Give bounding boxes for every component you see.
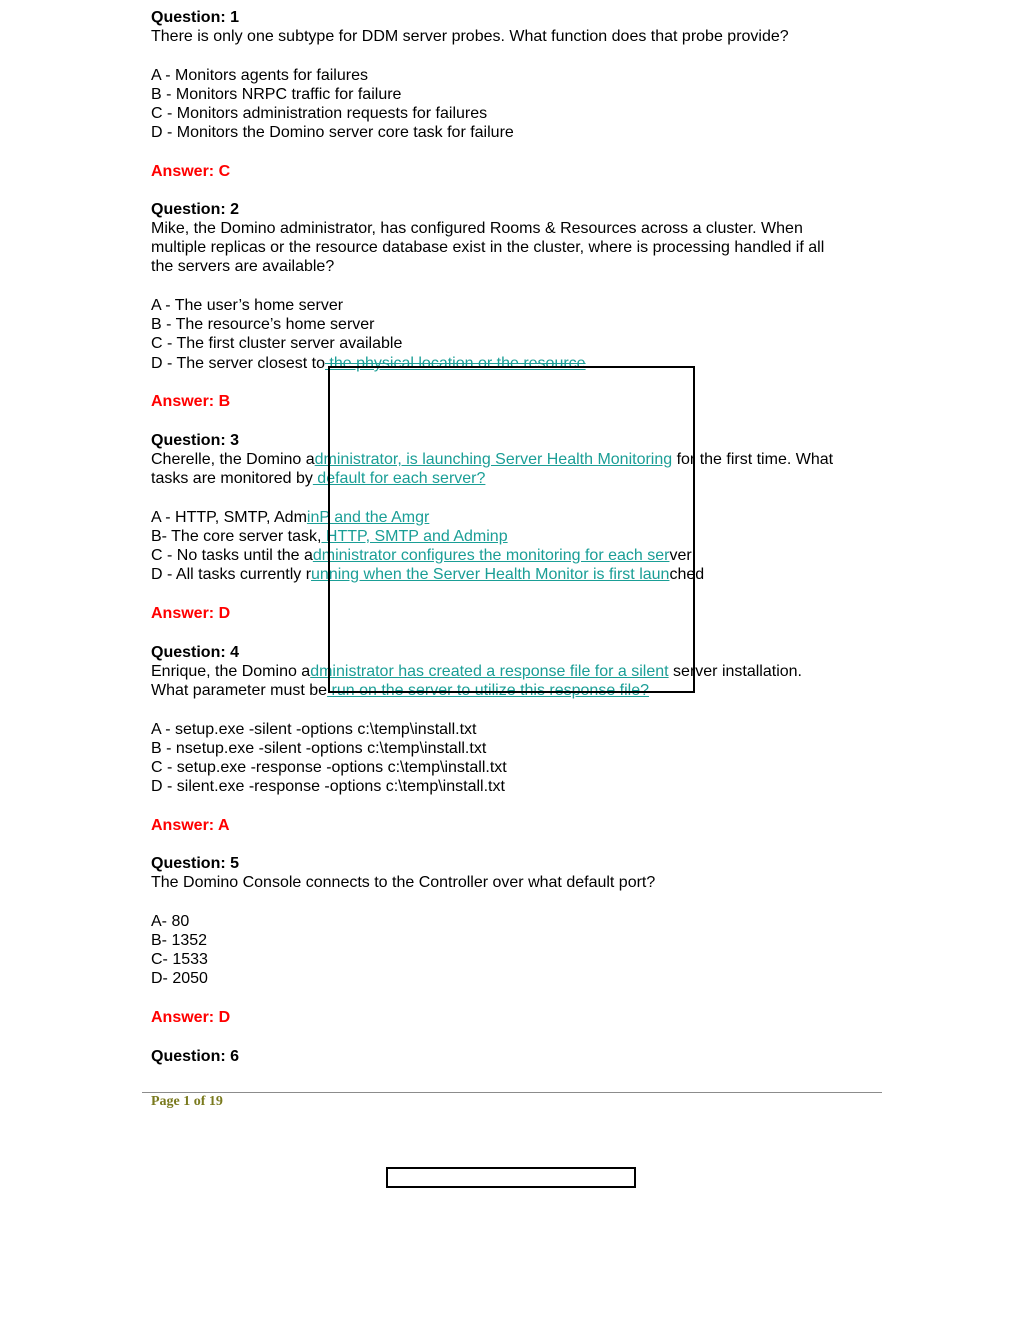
text-segment: A - HTTP, SMTP, Adm	[151, 509, 307, 526]
text-segment: What parameter must be	[151, 682, 328, 699]
question-6-title: Question: 6	[151, 1048, 240, 1065]
question-3-link-2[interactable]: default for each server?	[312, 470, 486, 487]
text-segment: Enrique, the Domino a	[151, 663, 311, 680]
question-3-option-b-link[interactable]: HTTP, SMTP and Adminp	[321, 528, 508, 545]
question-3-option-c-link[interactable]: dministrator configures the monitoring for each ser	[312, 547, 670, 564]
footer-divider	[142, 1092, 882, 1093]
text-segment: C - No tasks until the a	[151, 547, 313, 564]
question-2-option-d-text: D - The server closest to	[151, 355, 325, 372]
question-5-answer: Answer: D	[151, 1009, 231, 1026]
question-3-option-c	[151, 546, 692, 565]
question-2-option-d	[151, 354, 586, 373]
question-3-text-line-2	[151, 469, 485, 488]
question-4-option-c: C - setup.exe -response -options c:\temp\install.txt	[151, 759, 507, 776]
question-2-option-d-link[interactable]: the physical location or the resource	[324, 355, 586, 372]
question-1-option-a: A - Monitors agents for failures	[151, 67, 368, 84]
question-2-title: Question: 2	[151, 201, 240, 218]
question-1-option-c: C - Monitors administration requests for failures	[151, 105, 488, 122]
question-4-option-a: A - setup.exe -silent -options c:\temp\install.txt	[151, 721, 477, 738]
text-segment: D - All tasks currently r	[151, 566, 312, 583]
question-4-link-2[interactable]: run on the server to utilize this response file?	[327, 682, 650, 699]
question-1-title: Question: 1	[151, 9, 240, 26]
question-4-link-1[interactable]: dministrator has created a response file for a silent	[310, 663, 669, 680]
question-3-answer: Answer: D	[151, 605, 231, 622]
question-3-option-a-link[interactable]: inP and the Amgr	[306, 509, 430, 526]
question-1-answer: Answer: C	[151, 163, 231, 180]
question-1-option-d: D - Monitors the Domino server core task for failure	[151, 124, 514, 141]
text-segment: tasks are monitored by	[151, 470, 313, 487]
question-5-text: The Domino Console connects to the Controller over what default port?	[151, 874, 656, 891]
question-3-option-b	[151, 527, 508, 546]
question-5-title: Question: 5	[151, 855, 240, 872]
question-3-text-line-1	[151, 450, 833, 469]
question-3-option-a	[151, 508, 429, 527]
question-2-answer: Answer: B	[151, 393, 231, 410]
question-3-option-d-link[interactable]: unning when the Server Health Monitor is first laun	[311, 566, 670, 583]
text-segment: Cherelle, the Domino a	[151, 451, 315, 468]
question-4-title: Question: 4	[151, 644, 240, 661]
question-5-option-c: C- 1533	[151, 951, 208, 968]
question-1-option-b: B - Monitors NRPC traffic for failure	[151, 86, 402, 103]
question-2-option-a: A - The user’s home server	[151, 297, 344, 314]
text-segment: for the first time. What	[672, 451, 834, 468]
question-4-option-d: D - silent.exe -response -options c:\temp\install.txt	[151, 778, 505, 795]
bottom-frame	[386, 1167, 636, 1188]
question-5-option-b: B- 1352	[151, 932, 208, 949]
question-3-option-d	[151, 565, 704, 584]
question-4-answer: Answer: A	[151, 817, 230, 834]
question-4-text-line-2	[151, 681, 649, 700]
text-segment: B- The core server task,	[151, 528, 322, 545]
question-2-text-line-3: the servers are available?	[151, 258, 335, 275]
question-4-text-line-1	[151, 662, 802, 681]
question-2-text-line-2: multiple replicas or the resource database exist in the cluster, where is processing handled if all	[151, 239, 825, 256]
question-3-link-1[interactable]: dministrator, is launching Server Health Monitoring	[314, 451, 673, 468]
page-number: Page 1 of 19	[151, 1094, 223, 1109]
text-segment: ver	[669, 547, 692, 564]
question-5-option-a: A- 80	[151, 913, 190, 930]
question-2-text-line-1: Mike, the Domino administrator, has configured Rooms & Resources across a cluster. When	[151, 220, 803, 237]
question-1-text: There is only one subtype for DDM server probes. What function does that probe provide?	[151, 28, 789, 45]
text-segment: ched	[669, 566, 705, 583]
question-2-option-c: C - The first cluster server available	[151, 335, 403, 352]
question-3-title: Question: 3	[151, 432, 240, 449]
question-2-option-b: B - The resource’s home server	[151, 316, 375, 333]
text-segment: server installation.	[668, 663, 802, 680]
question-5-option-d: D- 2050	[151, 970, 208, 987]
question-4-option-b: B - nsetup.exe -silent -options c:\temp\install.txt	[151, 740, 487, 757]
